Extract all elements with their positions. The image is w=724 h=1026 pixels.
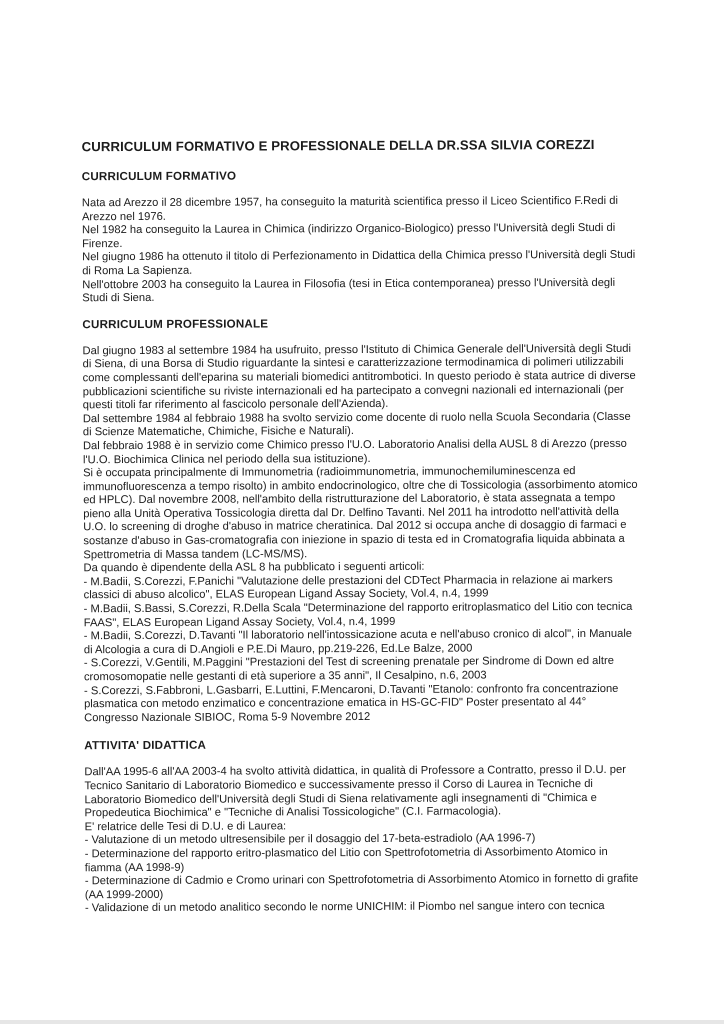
text-line: plasmatica con metodo enzimatico e concentrazione ematica in HS-GC-FID" Poster presentato al 44° (84, 696, 647, 712)
text-line: Propedeutica Biochimica" e "Tecniche di Analisi Tossicologiche" (C.I. Farmacologia). (85, 805, 648, 821)
document-title: CURRICULUM FORMATIVO E PROFESSIONALE DELLA DR.SSA SILVIA COREZZI (82, 137, 645, 154)
text-line: di Roma La Sapienza. (82, 263, 645, 279)
text-line: ed HPLC). Dal novembre 2008, nell'ambito della ristrutturazione del Laboratorio, è stata assegnata a tempo (83, 492, 646, 508)
section-body-formativo (82, 195, 645, 306)
text-line: fiamma (AA 1998-9) (85, 859, 648, 875)
text-line: classici di abuso alcolico", ELAS European Ligand Assay Society, Vol.4, n.4, 1999 (84, 587, 647, 603)
text-line: l'U.O. Biochimica Clinica nel periodo della sua istituzione). (83, 451, 646, 467)
text-line: di Scienze Matematiche, Chimiche, Fisiche e Naturali). (83, 424, 646, 440)
section-body-didattica (84, 764, 648, 916)
text-line: cromosomopatie nelle gestanti di età superiore a 35 anni", Il Cesalpino, n.6, 2003 (84, 669, 647, 685)
section-heading-didattica: ATTIVITA' DIDATTICA (84, 737, 647, 752)
text-line: immunofluorescenza a tempo risolto) in ambito endocrinologico, oltre che di Tossicologia (assorbimento atomico (83, 478, 646, 494)
text-line: - M.Badii, S.Corezzi, D.Tavanti "Il laboratorio nell'intossicazione acuta e nell'abuso cronico di alcol", in Manuale (84, 628, 647, 644)
text-line: come complessanti dell'eparina su materiali biomedici antitrombotici. In questo periodo è stata autrice di diverse (83, 370, 646, 386)
text-line: questi titoli far riferimento al fascicolo personale dell'Azienda). (83, 397, 646, 413)
text-line: pubblicazioni scientifiche su riviste internazionali ed ha partecipato a convegni nazionali ed internazionali (per (83, 383, 646, 399)
text-line: (AA 1999-2000) (85, 886, 648, 902)
text-line: Nata ad Arezzo il 28 dicembre 1957, ha conseguito la maturità scientifica presso il Liceo Scientifico F.Redi di (82, 195, 645, 211)
text-line: Nel 1982 ha conseguito la Laurea in Chimica (indirizzo Organico-Biologico) presso l'Università degli Studi di (82, 222, 645, 238)
text-line: Tecnico Sanitario di Laboratorio Biomedico e successivamente presso il Corso di Laurea in Tecniche di (84, 778, 647, 794)
section-heading-professionale: CURRICULUM PROFESSIONALE (82, 316, 645, 331)
text-line: Congresso Nazionale SIBIOC, Roma 5-9 Novembre 2012 (84, 710, 647, 726)
text-line: Firenze. (82, 236, 645, 252)
text-line: - S.Corezzi, V.Gentili, M.Paggini "Prestazioni del Test di screening prenatale per Sindrome di Down ed altre (84, 655, 647, 671)
text-line: FAAS", ELAS European Ligand Assay Society, Vol.4, n.4, 1999 (84, 614, 647, 630)
text-line: Da quando è dipendente della ASL 8 ha pubblicato i seguenti articoli: (83, 560, 646, 576)
text-line: Nel giugno 1986 ha ottenuto il titolo di Perfezionamento in Didattica della Chimica presso l'Università degli Studi (82, 249, 645, 265)
text-line: Spettrometria di Massa tandem (LC-MS/MS). (83, 546, 646, 562)
text-line: Laboratorio Biomedico dell'Università degli Studi di Siena relativamente agli insegnamenti di "Chimica e (84, 791, 647, 807)
text-line: - Valutazione di un metodo ultresensibile per il dosaggio del 17-beta-estradiolo (AA 1996-7) (85, 832, 648, 848)
text-line: Nell'ottobre 2003 ha conseguito la Laurea in Filosofia (tesi in Etica contemporanea) presso l'Università degli (82, 276, 645, 292)
section-body-professionale (83, 343, 648, 726)
section-heading-formativo: CURRICULUM FORMATIVO (82, 168, 645, 183)
text-line: di Siena, di una Borsa di Studio riguardante la sintesi e caratterizzazione termodinamica di polimeri utilizzabili (83, 356, 646, 372)
text-line: - M.Badii, S.Corezzi, F.Panichi "Valutazione delle prestazioni del CDTect Pharmacia in relazione ai markers (84, 574, 647, 590)
text-line: Dall'AA 1995-6 all'AA 2003-4 ha svolto attività didattica, in qualità di Professore a Contratto, presso il D.U. per (84, 764, 647, 780)
text-line: pieno alla Unità Operativa Tossicologia diretta dal Dr. Delfino Tavanti. Nel 2011 ha introdotto nell'attività della (83, 506, 646, 522)
text-line: Studi di Siena. (82, 290, 645, 306)
text-line: - M.Badii, S.Bassi, S.Corezzi, R.Della Scala "Determinazione del rapporto eritroplasmatico del Litio con tecnica (84, 601, 647, 617)
text-line: U.O. lo screening di droghe d'abuso in matrice cheratinica. Dal 2012 si occupa anche di dosaggio di farmaci e (83, 519, 646, 535)
text-line: Arezzo nel 1976. (82, 208, 645, 224)
text-line: Si è occupata principalmente di Immunometria (radioimmunometria, immunochemiluminescenza ed (83, 465, 646, 481)
text-line: E' relatrice delle Tesi di D.U. e di Laurea: (85, 819, 648, 835)
text-line: - S.Corezzi, S.Fabbroni, L.Gasbarri, E.Luttini, F.Mencaroni, D.Tavanti "Etanolo: confronto fra concentrazione (84, 682, 647, 698)
text-line: - Validazione di un metodo analitico secondo le norme UNICHIM: il Piombo nel sangue intero con tecnica (85, 900, 648, 916)
text-line: di Alcologia a cura di D.Angioli e P.E.Di Mauro, pp.219-226, Ed.Le Balze, 2000 (84, 642, 647, 658)
text-line: Dal febbraio 1988 è in servizio come Chimico presso l'U.O. Laboratorio Analisi della AUSL 8 di Arezzo (presso (83, 438, 646, 454)
text-line: - Determinazione del rapporto eritro-plasmatico del Litio con Spettrofotometria di Assorbimento Atomico in (85, 846, 648, 862)
text-line: Dal giugno 1983 al settembre 1984 ha usufruito, presso l'Istituto di Chimica Generale dell'Università degli Studi (83, 343, 646, 359)
text-line: - Determinazione di Cadmio e Cromo urinari con Spettrofotometria di Assorbimento Atomico in fornetto di grafite (85, 873, 648, 889)
text-line: Dal settembre 1984 al febbraio 1988 ha svolto servizio come docente di ruolo nella Scuola Secondaria (Classe (83, 410, 646, 426)
page-bottom-edge (0, 1020, 724, 1024)
text-line: sostanze d'abuso in Gas-cromatografia con iniezione in spazio di testa ed in Cromatografia liquida abbinata a (83, 533, 646, 549)
